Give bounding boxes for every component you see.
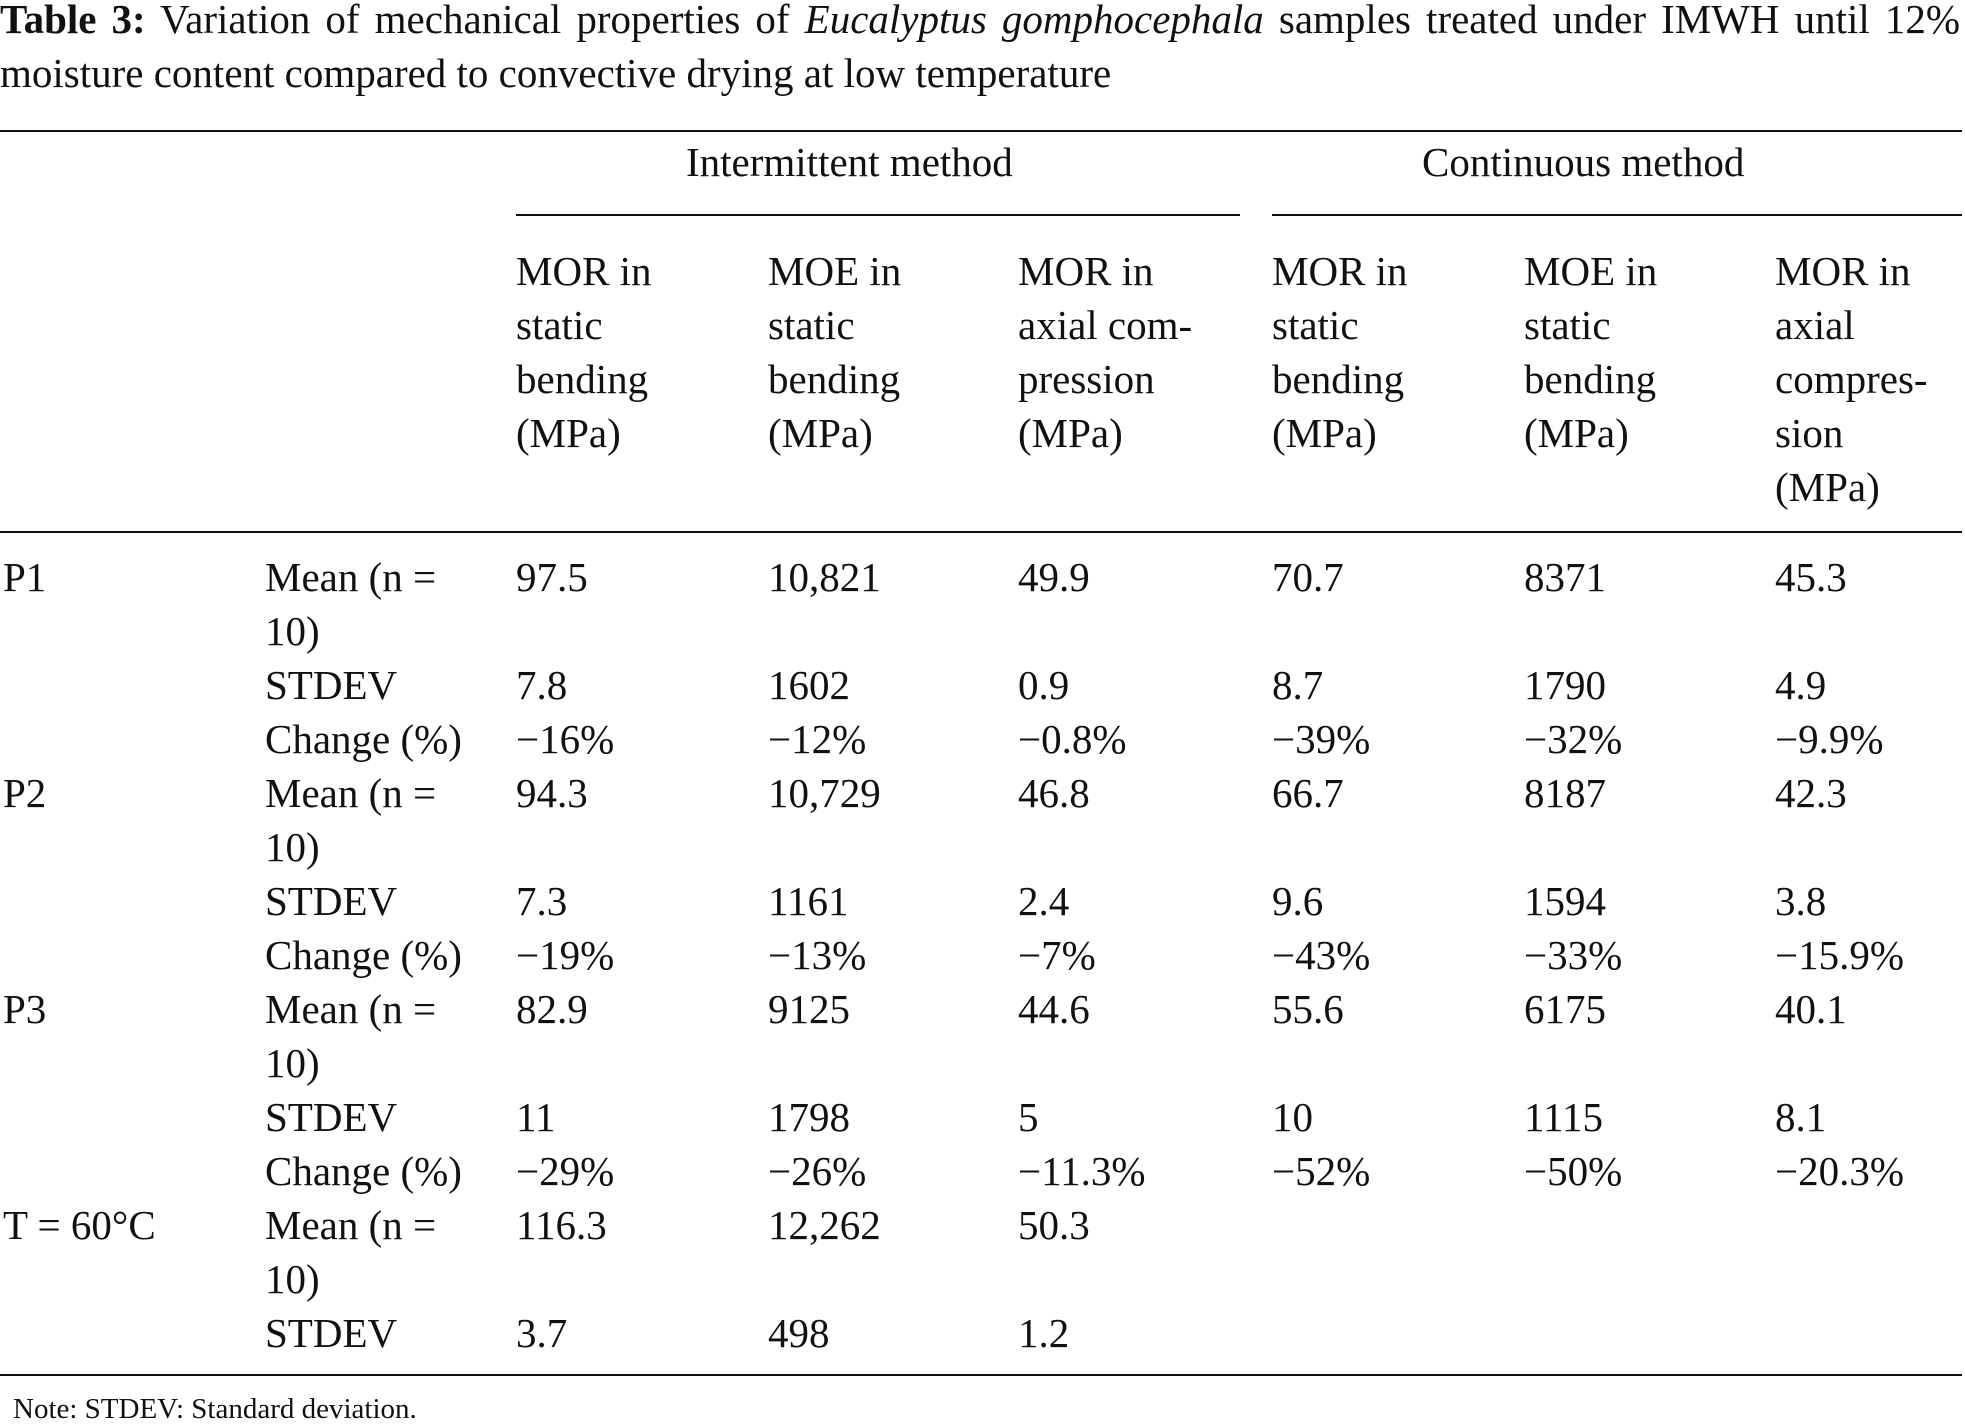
table-cell: 3.7 xyxy=(516,1310,568,1356)
row-stat-label: Change (%) xyxy=(265,1148,462,1194)
table-cell: −12% xyxy=(768,716,867,762)
group-header-intermittent: Intermittent method xyxy=(686,139,1013,185)
column-header-line: static xyxy=(768,302,855,348)
table-cell: 40.1 xyxy=(1775,986,1847,1032)
table-cell: −33% xyxy=(1524,932,1623,978)
table-cell: 9125 xyxy=(768,986,850,1032)
table-cell: −52% xyxy=(1272,1148,1371,1194)
table-caption xyxy=(0,0,1960,100)
table-cell: 70.7 xyxy=(1272,554,1344,600)
continuous-group-rule xyxy=(1272,214,1962,216)
caption-text-before: Variation of mechanical properties of xyxy=(145,0,805,42)
table-cell: −19% xyxy=(516,932,615,978)
table-cell: 49.9 xyxy=(1018,554,1090,600)
table-cell: 1161 xyxy=(768,878,849,924)
table-cell: −43% xyxy=(1272,932,1371,978)
table-cell: −26% xyxy=(768,1148,867,1194)
table-cell: 12,262 xyxy=(768,1202,881,1248)
column-header-line: axial com- xyxy=(1018,302,1193,348)
table-cell: 6175 xyxy=(1524,986,1606,1032)
table-cell: 8.1 xyxy=(1775,1094,1827,1140)
table-cell: 44.6 xyxy=(1018,986,1090,1032)
row-stat-label: Change (%) xyxy=(265,716,462,762)
table-cell: 0.9 xyxy=(1018,662,1070,708)
column-header-line: MOE in xyxy=(1524,248,1658,294)
column-header-line: pression xyxy=(1018,356,1155,402)
table-cell: 1594 xyxy=(1524,878,1606,924)
column-header-line: static xyxy=(1272,302,1359,348)
table-cell: 1115 xyxy=(1524,1094,1603,1140)
row-stat-label: 10) xyxy=(265,1040,320,1086)
column-header-line: bending xyxy=(1524,356,1657,402)
table-cell: 1.2 xyxy=(1018,1310,1070,1356)
column-header-line: MOR in xyxy=(1775,248,1911,294)
row-stat-label: STDEV xyxy=(265,1094,398,1140)
table-cell: 55.6 xyxy=(1272,986,1344,1032)
table-cell: −20.3% xyxy=(1775,1148,1905,1194)
column-header-line: (MPa) xyxy=(1018,410,1123,456)
column-header-line: (MPa) xyxy=(1775,464,1880,510)
group-header-continuous: Continuous method xyxy=(1422,139,1745,185)
table-cell: 42.3 xyxy=(1775,770,1847,816)
column-header-line: static xyxy=(516,302,603,348)
column-header-line: bending xyxy=(768,356,901,402)
table-cell: 50.3 xyxy=(1018,1202,1090,1248)
row-stat-label: Mean (n = xyxy=(265,770,437,816)
table-cell: 7.3 xyxy=(516,878,568,924)
table-cell: −29% xyxy=(516,1148,615,1194)
row-stat-label: 10) xyxy=(265,824,320,870)
table-cell: 10 xyxy=(1272,1094,1313,1140)
table-cell: 116.3 xyxy=(516,1202,607,1248)
header-bottom-rule xyxy=(0,531,1962,533)
table-cell: 66.7 xyxy=(1272,770,1344,816)
row-stat-label: 10) xyxy=(265,608,320,654)
table-cell: 97.5 xyxy=(516,554,588,600)
row-stat-label: Mean (n = xyxy=(265,1202,437,1248)
column-header-line: MOE in xyxy=(768,248,902,294)
column-header-line: compres- xyxy=(1775,356,1928,402)
table-cell: −16% xyxy=(516,716,615,762)
table-cell: −9.9% xyxy=(1775,716,1884,762)
table-cell: −13% xyxy=(768,932,867,978)
table-label: Table 3: xyxy=(0,0,146,42)
table-cell: 46.8 xyxy=(1018,770,1090,816)
column-header-line: bending xyxy=(1272,356,1405,402)
top-rule xyxy=(0,130,1962,132)
table-cell: 1798 xyxy=(768,1094,850,1140)
row-group-label: T = 60°C xyxy=(3,1202,156,1248)
table-cell: 82.9 xyxy=(516,986,588,1032)
column-header-line: (MPa) xyxy=(516,410,621,456)
row-stat-label: STDEV xyxy=(265,662,398,708)
table-cell: 7.8 xyxy=(516,662,568,708)
table-cell: 1602 xyxy=(768,662,850,708)
table-cell: −50% xyxy=(1524,1148,1623,1194)
column-header-line: MOR in xyxy=(1272,248,1408,294)
column-header-line: sion xyxy=(1775,410,1844,456)
table-cell: −0.8% xyxy=(1018,716,1127,762)
column-header-line: (MPa) xyxy=(768,410,873,456)
bottom-rule xyxy=(0,1374,1962,1376)
table-cell: 94.3 xyxy=(516,770,588,816)
row-stat-label: Mean (n = xyxy=(265,986,437,1032)
table-cell: 8.7 xyxy=(1272,662,1324,708)
table-cell: 10,821 xyxy=(768,554,881,600)
table-cell: 1790 xyxy=(1524,662,1606,708)
table-cell: −39% xyxy=(1272,716,1371,762)
row-stat-label: STDEV xyxy=(265,878,398,924)
table-cell: 5 xyxy=(1018,1094,1039,1140)
column-header-line: bending xyxy=(516,356,649,402)
row-group-label: P2 xyxy=(3,770,47,816)
table-cell: 8187 xyxy=(1524,770,1606,816)
table-cell: 10,729 xyxy=(768,770,881,816)
table-note: Note: STDEV: Standard deviation. xyxy=(13,1393,417,1425)
caption-text-after: samples treated under IMWH until 12% moisture content compared to convective drying at low temperature xyxy=(0,0,1960,96)
table-cell: 11 xyxy=(516,1094,556,1140)
table-cell: 9.6 xyxy=(1272,878,1324,924)
table-cell: 8371 xyxy=(1524,554,1606,600)
table-cell: −7% xyxy=(1018,932,1096,978)
row-stat-label: 10) xyxy=(265,1256,320,1302)
column-header-line: (MPa) xyxy=(1524,410,1629,456)
column-header-line: (MPa) xyxy=(1272,410,1377,456)
column-header-line: MOR in xyxy=(1018,248,1154,294)
row-group-label: P3 xyxy=(3,986,47,1032)
column-header-line: MOR in xyxy=(516,248,652,294)
table-cell: −11.3% xyxy=(1018,1148,1146,1194)
row-stat-label: Change (%) xyxy=(265,932,462,978)
column-header-line: axial xyxy=(1775,302,1855,348)
intermittent-group-rule xyxy=(516,214,1240,216)
table-cell: 2.4 xyxy=(1018,878,1070,924)
caption-species: Eucalyptus gomphocephala xyxy=(804,0,1264,42)
table-cell: 498 xyxy=(768,1310,830,1356)
table-cell: 4.9 xyxy=(1775,662,1827,708)
table-cell: 3.8 xyxy=(1775,878,1827,924)
table-cell: −15.9% xyxy=(1775,932,1905,978)
column-header-line: static xyxy=(1524,302,1611,348)
row-stat-label: STDEV xyxy=(265,1310,398,1356)
table-cell: −32% xyxy=(1524,716,1623,762)
row-group-label: P1 xyxy=(3,554,47,600)
table-cell: 45.3 xyxy=(1775,554,1847,600)
row-stat-label: Mean (n = xyxy=(265,554,437,600)
